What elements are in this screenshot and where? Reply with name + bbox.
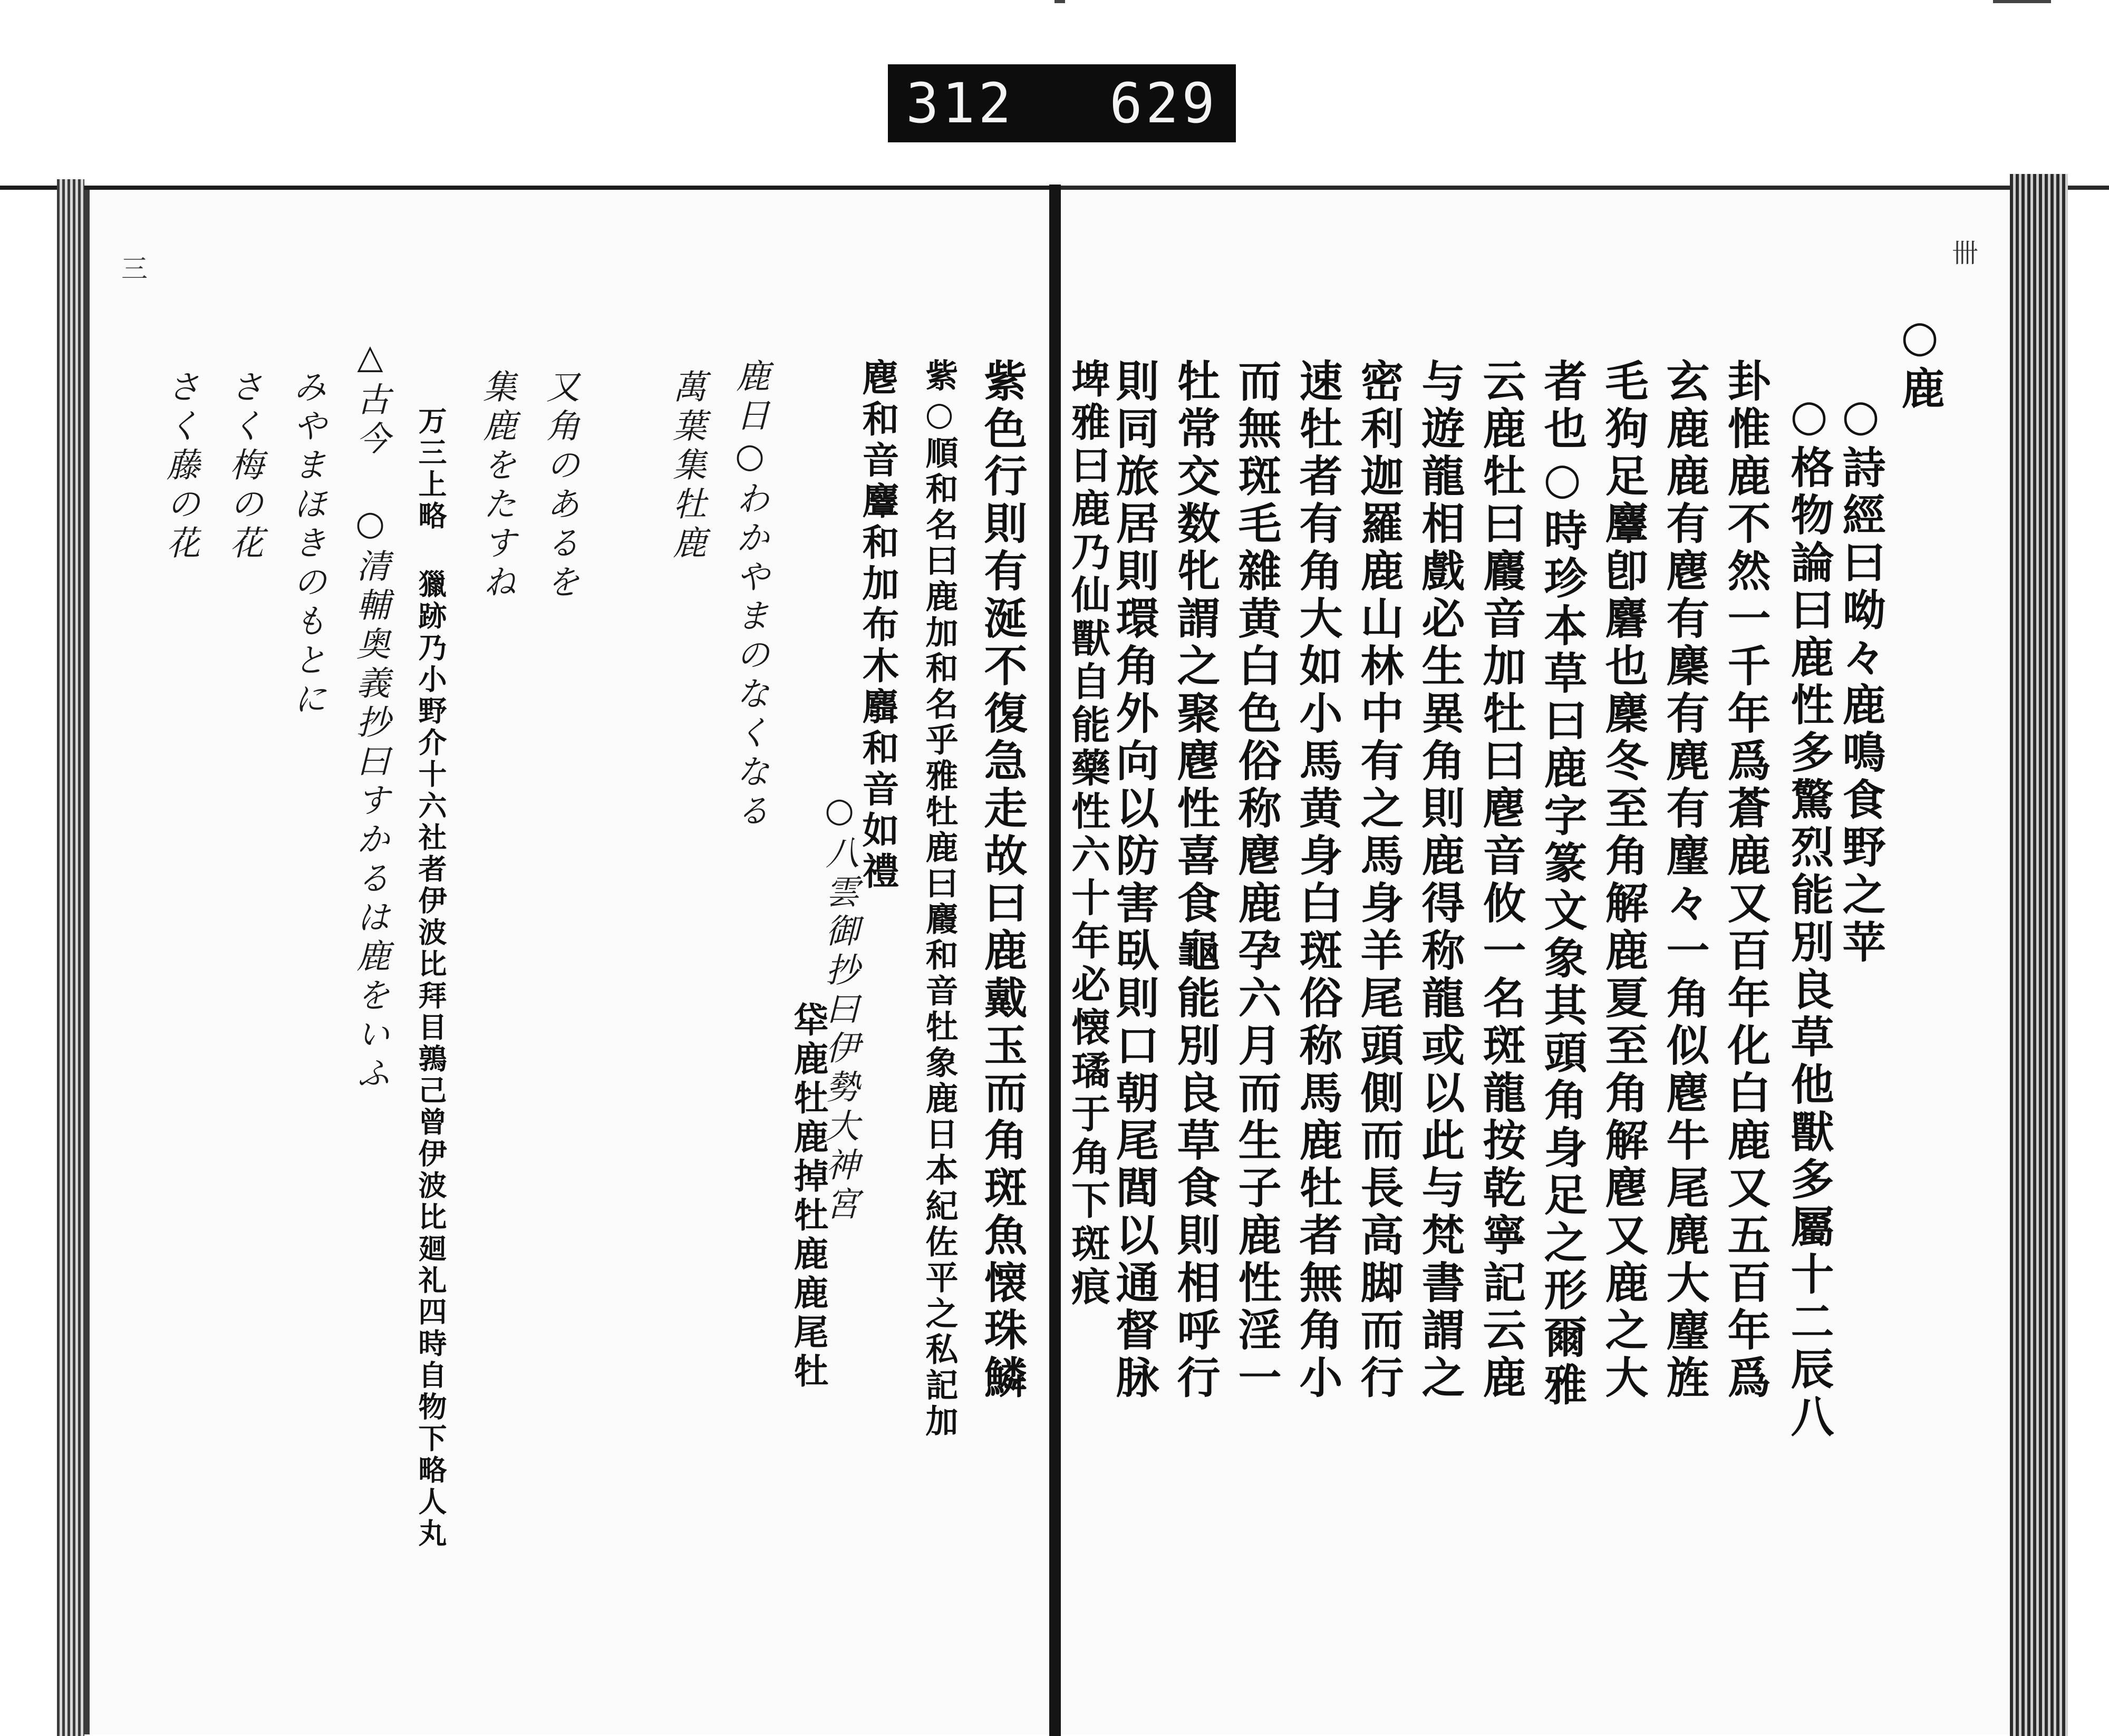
book-edge-right: [2010, 174, 2068, 1736]
text-column: 而無斑毛雜黄白色俗称麀鹿孕六月而生子鹿性淫一: [1231, 358, 1282, 1402]
text-column: 紫色行則有涎不復急走故曰鹿戴玉而角斑魚懐珠鱗: [977, 358, 1028, 1402]
text-column: ○格物論曰鹿性多驚烈能別良草他獸多屬十二辰八: [1784, 390, 1834, 1441]
text-column: 与遊龍相戲必生異角則鹿得称龍或以此与梵書謂之: [1415, 358, 1465, 1402]
text-column: 鹿日○わかやまのなくなる: [730, 358, 769, 832]
archive-label: [888, 64, 1236, 142]
text-column: さく梅の花: [224, 369, 263, 564]
archive-label-left: 312: [906, 71, 1014, 135]
text-column: 毛狗足麞卽麏也麇冬至角解鹿夏至角解麀又鹿之大: [1598, 358, 1649, 1402]
text-column: 卦惟鹿不然一千年爲蒼鹿又百年化白鹿又五百年爲: [1720, 358, 1771, 1402]
text-column: ○八雲御抄曰伊勢大神宮: [820, 791, 859, 1225]
text-column: 牮鹿牡鹿掉牡鹿鹿尾牡: [788, 1002, 829, 1392]
text-column: 者也○時珍本草曰鹿字篆文象其頭角身足之形爾雅: [1537, 358, 1588, 1410]
text-column: 則同旅居則環角外向以防害臥則口朝尾閭以通督脉: [1109, 358, 1159, 1402]
folio-left: 三: [121, 254, 148, 284]
entry-heading: ○鹿: [1894, 311, 1945, 413]
book-edge-left: [57, 179, 84, 1736]
scan-top-rule-right: [1054, 186, 2109, 190]
text-column: 速牡者有角大如小馬黄身白斑俗称馬鹿牡者無角小: [1292, 358, 1343, 1402]
text-column: 万三上略 獵跡乃小野介十六社者伊波比拜目鶉己曾伊波比廻礼四時自物下略人丸: [414, 406, 448, 1550]
text-column: 牡常交数牝謂之聚麀性喜食龜能別良草食則相呼行: [1170, 358, 1221, 1402]
text-column: 萬葉集牡鹿: [667, 369, 706, 564]
scan-speck: [1054, 0, 1065, 3]
archive-label-right: 629: [1109, 71, 1218, 135]
text-column: 麀和音麞和加布木麛和音如禮: [856, 358, 900, 893]
text-column: 玄鹿鹿有麀有麇有麂有麈々一角似麀牛尾麂大麈旌: [1659, 358, 1710, 1402]
text-column: 密利迦羅鹿山林中有之馬身羊尾頭側而長高脚而行: [1353, 358, 1404, 1402]
text-column: 云鹿牡曰麚音加牡曰麀音攸一名斑龍按乾寧記云鹿: [1476, 358, 1526, 1402]
text-column: 集鹿をたすね: [477, 369, 516, 603]
book-gutter: [1049, 185, 1061, 1736]
poem-line: ○詩經曰呦々鹿鳴食野之苹: [1835, 390, 1886, 967]
text-column: 埤雅曰鹿乃仙獸自能藥性六十年必懐璚于角下斑痕: [1065, 358, 1110, 1310]
scan-speck: [1993, 0, 2051, 3]
text-column: 紫○順和名曰鹿加和名乎雅牡鹿曰麚和音牡象鹿日本紀佐平之私記加: [920, 358, 959, 1440]
text-column: みやまほきのもとに: [287, 369, 326, 720]
text-column: さく藤の花: [161, 369, 200, 564]
folio-right: 卌: [1952, 238, 1978, 268]
text-column: 又角のあるを: [540, 369, 579, 603]
text-column: △古今 ○清輔奥義抄曰すかるは鹿をいふ: [351, 337, 390, 1094]
scan-top-rule-left: [0, 186, 1060, 190]
